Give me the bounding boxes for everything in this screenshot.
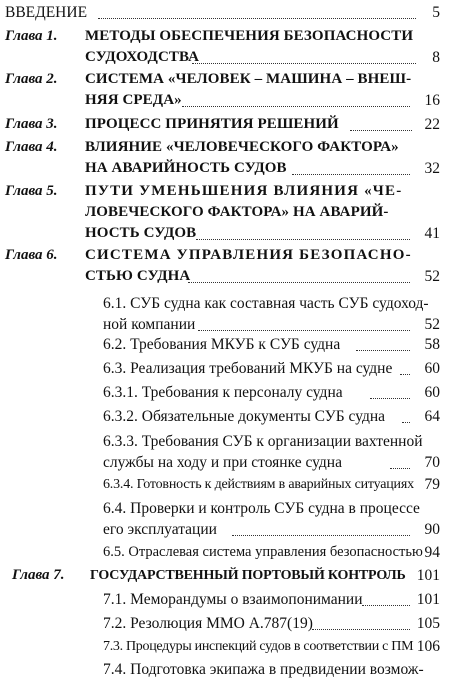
- section-title-line: 6.3. Реализация требований МКУБ на судне: [103, 360, 393, 377]
- section-title-line: 6.3.3. Требования СУБ к организации вахтенной: [103, 433, 423, 450]
- page-number: 60: [424, 384, 440, 401]
- page-number: 58: [424, 336, 440, 353]
- chapter-title-line: НОСТЬ СУДОВ: [85, 225, 197, 241]
- chapter-title-line: ГОСУДАРСТВЕННЫЙ ПОРТОВЫЙ КОНТРОЛЬ: [90, 568, 406, 583]
- page-number: 79: [424, 476, 440, 493]
- page-number: 64: [424, 408, 440, 425]
- section-title-line: 6.3.1. Требования к персоналу судна: [103, 384, 343, 401]
- chapter-title-line: НЯЯ СРЕДА»: [85, 92, 182, 108]
- chapter-label: Глава 7.: [12, 567, 65, 583]
- leader-dots: [182, 106, 410, 107]
- page-number: 106: [416, 638, 440, 655]
- page-number: 105: [416, 615, 440, 632]
- leader-dots: [292, 174, 410, 175]
- chapter-label: Глава 4.: [5, 139, 58, 155]
- section-title-line: 7.1. Меморандумы о взаимопонимании: [103, 591, 363, 608]
- chapter-label: Глава 5.: [5, 183, 58, 199]
- section-title-line: ной компании: [103, 316, 196, 333]
- section-title-line: 6.3.4. Готовность к действиям в аварийных ситуациях: [103, 477, 414, 492]
- leader-dots: [312, 629, 410, 630]
- chapter-title-line: СИСТЕМА «ЧЕЛОВЕК – МАШИНА – ВНЕШ-: [85, 71, 412, 87]
- page-number: 22: [424, 116, 440, 133]
- page-number: 101: [416, 591, 440, 608]
- page-number: 16: [424, 92, 440, 109]
- chapter-title-line: НА АВАРИЙНОСТЬ СУДОВ: [85, 160, 287, 176]
- page-number: 94: [424, 544, 440, 561]
- chapter-title-line: МЕТОДЫ ОБЕСПЕЧЕНИЯ БЕЗОПАСНОСТИ: [85, 28, 414, 44]
- page-number: 60: [424, 360, 440, 377]
- chapter-label: Глава 3.: [5, 116, 58, 132]
- page-number: 32: [424, 160, 440, 177]
- chapter-label: Глава 6.: [5, 247, 58, 263]
- section-title-line: 7.2. Резолюция ММО А.787(19): [103, 615, 313, 632]
- section-title-line: службы на ходу и при стоянке судна: [103, 454, 342, 471]
- intro-title: ВВЕДЕНИЕ: [5, 4, 88, 21]
- page-number: 101: [416, 567, 440, 584]
- leader-dots: [98, 18, 416, 19]
- chapter-title-line: ПРОЦЕСС ПРИНЯТИЯ РЕШЕНИЙ: [85, 116, 339, 132]
- section-title-line: 6.3.2. Обязательные документы СУБ судна: [103, 408, 386, 425]
- page-number: 70: [424, 454, 440, 471]
- page-number: 5: [432, 4, 440, 21]
- page-number: 90: [424, 521, 440, 538]
- leader-dots: [198, 330, 410, 331]
- section-title-line: 6.2. Требования МКУБ к СУБ судна: [103, 336, 341, 353]
- page-number: 52: [424, 268, 440, 285]
- leader-dots: [188, 282, 410, 283]
- page-number: 52: [424, 316, 440, 333]
- section-title-line: 7.3. Процедуры инспекций судов в соответствии с ПМ: [103, 639, 414, 654]
- chapter-title-line: ЛОВЕЧЕСКОГО ФАКТОРА» НА АВАРИЙ-: [85, 204, 389, 220]
- chapter-title-line: ПУТИ УМЕНЬШЕНИЯ ВЛИЯНИЯ «ЧЕ-: [85, 183, 403, 199]
- leader-dots: [232, 535, 410, 536]
- chapter-title-line: СУДОХОДСТВА: [85, 49, 200, 65]
- chapter-label: Глава 2.: [5, 71, 58, 87]
- page-number: 8: [432, 49, 440, 66]
- chapter-title-line: СИСТЕМА УПРАВЛЕНИЯ БЕЗОПАСНО-: [85, 247, 412, 263]
- section-title-line: 6.1. СУБ судна как составная часть СУБ судоход-: [103, 295, 429, 312]
- leader-dots: [196, 239, 410, 240]
- chapter-title-line: СТЬЮ СУДНА: [85, 268, 191, 284]
- page-number: 41: [424, 225, 440, 242]
- section-title-line: его эксплуатации: [103, 521, 217, 538]
- chapter-title-line: ВЛИЯНИЕ «ЧЕЛОВЕЧЕСКОГО ФАКТОРА»: [85, 139, 399, 155]
- section-title-line: 6.5. Отраслевая система управления безопасностью: [103, 544, 423, 560]
- chapter-label: Глава 1.: [5, 28, 58, 44]
- section-title-line: 6.4. Проверки и контроль СУБ судна в процессе: [103, 500, 420, 517]
- leader-dots: [192, 63, 416, 64]
- section-title-line: 7.4. Подготовка экипажа в предвидении возмож-: [103, 661, 424, 678]
